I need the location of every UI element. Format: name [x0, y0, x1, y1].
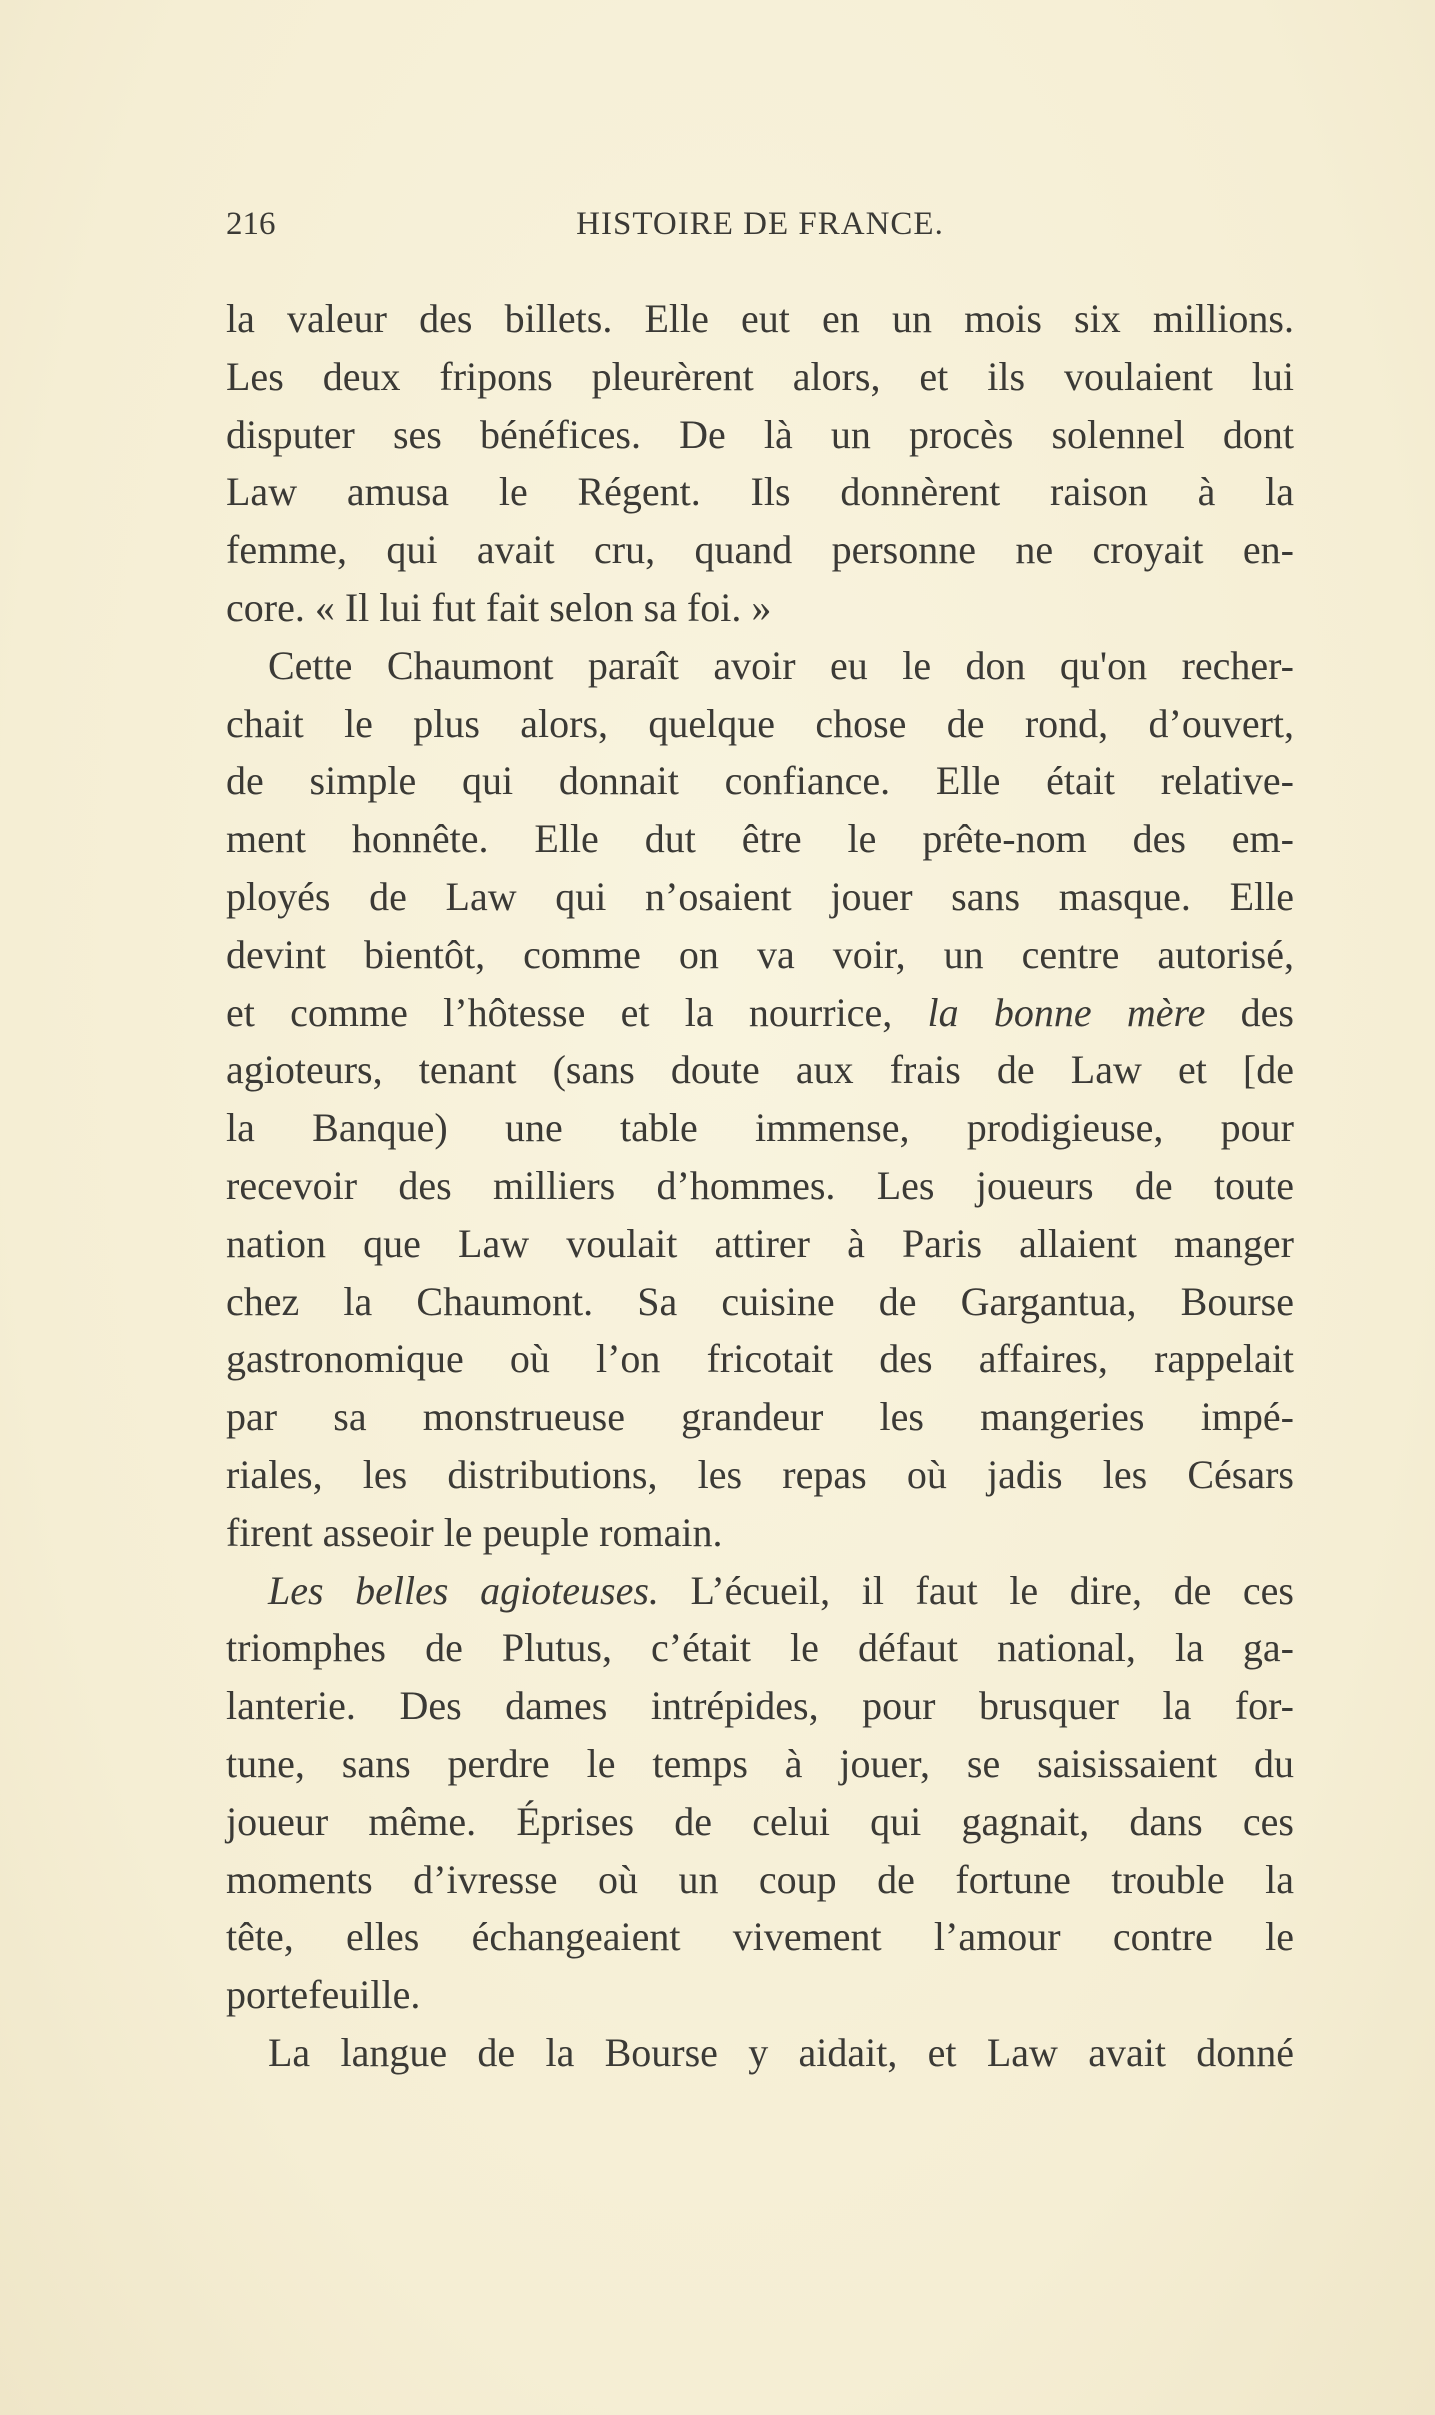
text-segment: et comme l’hôtesse et la nourrice,: [226, 989, 928, 1035]
text-line: [226, 1273, 1294, 1331]
text-line: [226, 810, 1294, 868]
text-segment: par sa monstrueuse grandeur les mangeries impé-: [226, 1394, 1294, 1440]
text-line: [226, 1041, 1294, 1099]
text-line: [226, 1851, 1294, 1909]
text-segment: gastronomique où l’on fricotait des affaires, rappelait: [226, 1336, 1294, 1382]
text-line: [226, 1735, 1294, 1793]
text-line: [226, 868, 1294, 926]
text-segment: chait le plus alors, quelque chose de rond, d’ouvert,: [226, 700, 1294, 746]
text-segment: ployés de Law qui n’osaient jouer sans masque. Elle: [226, 873, 1294, 919]
text-segment: core. « Il lui fut fait selon sa foi. »: [226, 584, 772, 630]
text-segment: riales, les distributions, les repas où jadis les Césars: [226, 1451, 1294, 1497]
text-line: [226, 1157, 1294, 1215]
text-segment: Les deux fripons pleurèrent alors, et ils voulaient lui: [226, 353, 1294, 399]
text-line: [226, 1908, 1294, 1966]
body-text: [226, 290, 1294, 2082]
text-line: [226, 1099, 1294, 1157]
text-segment: devint bientôt, comme on va voir, un centre autorisé,: [226, 931, 1294, 977]
text-line: [226, 579, 1294, 637]
text-line: [226, 1793, 1294, 1851]
page-header: [226, 206, 1294, 256]
text-line: [226, 637, 1294, 695]
text-segment: moments d’ivresse où un coup de fortune trouble la: [226, 1856, 1294, 1902]
text-segment: portefeuille.: [226, 1972, 421, 2018]
text-segment: la Banque) une table immense, prodigieuse, pour: [226, 1105, 1294, 1151]
text-line: [226, 521, 1294, 579]
page-number: 216: [226, 206, 276, 242]
text-line: [226, 1966, 1294, 2024]
text-line: [226, 290, 1294, 348]
italic-text: la bonne mère: [927, 989, 1206, 1035]
text-segment: lanterie. Des dames intrépides, pour brusquer la for-: [226, 1683, 1294, 1729]
text-line: [226, 1619, 1294, 1677]
text-segment: disputer ses bénéfices. De là un procès solennel dont: [226, 411, 1294, 457]
text-segment: triomphes de Plutus, c’était le défaut national, la ga-: [226, 1625, 1294, 1671]
text-line: [226, 463, 1294, 521]
text-line: [226, 1446, 1294, 1504]
text-line: [226, 695, 1294, 753]
text-line: [226, 984, 1294, 1042]
text-line: [226, 752, 1294, 810]
text-segment: firent asseoir le peuple romain.: [226, 1509, 723, 1555]
text-segment: L’écueil, il faut le dire, de ces: [658, 1567, 1294, 1613]
text-segment: des: [1205, 989, 1294, 1035]
text-segment: Law amusa le Régent. Ils donnèrent raison à la: [226, 469, 1294, 515]
text-segment: ment honnête. Elle dut être le prête-nom des em-: [226, 816, 1294, 862]
text-segment: recevoir des milliers d’hommes. Les joueurs de toute: [226, 1162, 1294, 1208]
text-line: [226, 1388, 1294, 1446]
text-segment: femme, qui avait cru, quand personne ne croyait en-: [226, 527, 1294, 573]
text-segment: de simple qui donnait confiance. Elle était relative-: [226, 758, 1294, 804]
text-segment: Cette Chaumont paraît avoir eu le don qu'on recher-: [268, 642, 1294, 688]
text-segment: agioteurs, tenant (sans doute aux frais de Law et [de: [226, 1047, 1294, 1093]
running-title: HISTOIRE DE FRANCE.: [576, 206, 944, 242]
text-segment: chez la Chaumont. Sa cuisine de Gargantua, Bourse: [226, 1278, 1294, 1324]
text-line: [226, 1504, 1294, 1562]
text-segment: La langue de la Bourse y aidait, et Law avait donné: [268, 2029, 1294, 2075]
text-line: [226, 1677, 1294, 1735]
text-segment: nation que Law voulait attirer à Paris allaient manger: [226, 1220, 1294, 1266]
text-line: [226, 406, 1294, 464]
text-segment: la valeur des billets. Elle eut en un mois six millions.: [226, 296, 1294, 341]
italic-text: Les belles agioteuses.: [268, 1567, 659, 1613]
text-line: [226, 1215, 1294, 1273]
text-line: [226, 348, 1294, 406]
text-line: [226, 1330, 1294, 1388]
text-segment: joueur même. Éprises de celui qui gagnait, dans ces: [226, 1798, 1294, 1844]
text-line: [226, 926, 1294, 984]
text-segment: tune, sans perdre le temps à jouer, se saisissaient du: [226, 1740, 1294, 1786]
text-line: [226, 1562, 1294, 1620]
text-segment: tête, elles échangeaient vivement l’amour contre le: [226, 1914, 1294, 1960]
text-line: [226, 2024, 1294, 2082]
